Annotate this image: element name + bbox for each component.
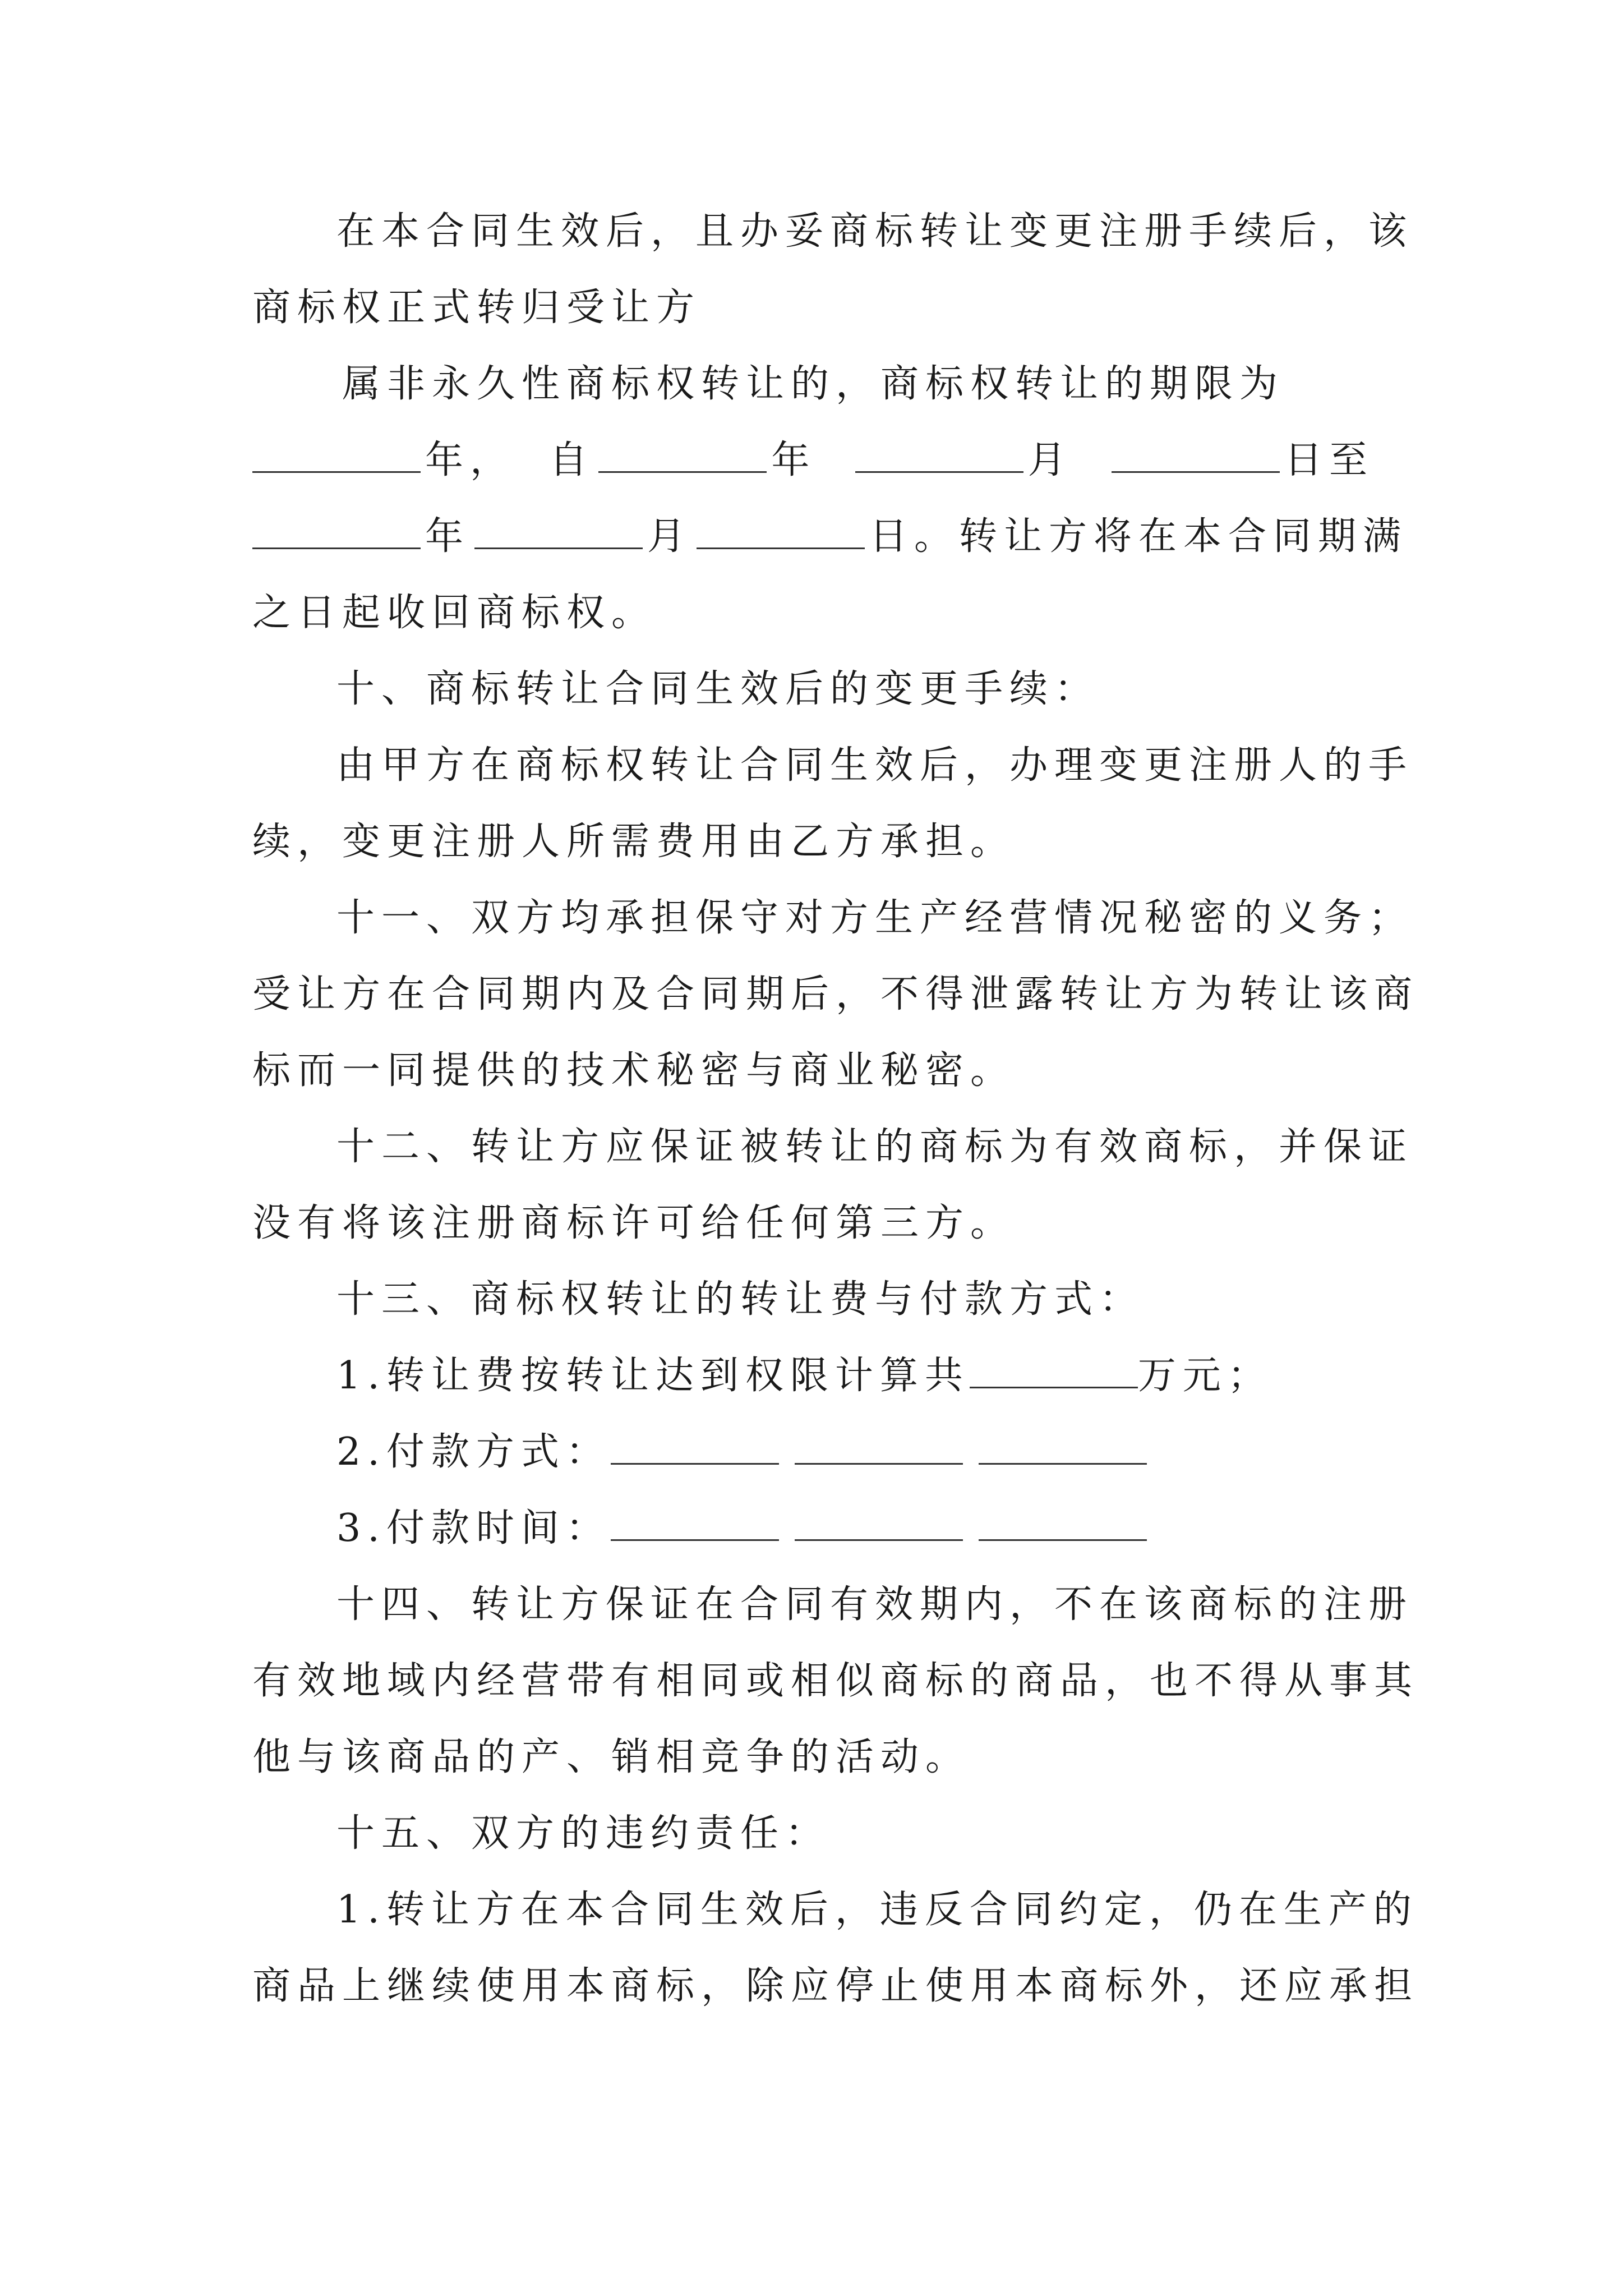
year-label: 年 bbox=[771, 438, 817, 482]
term-dates-line bbox=[252, 422, 1374, 499]
month-label: 月 bbox=[647, 514, 693, 559]
payment-method-blank[interactable] bbox=[611, 1429, 779, 1465]
paragraph-line: 没有将该注册商标许可给任何第三方。 bbox=[252, 1201, 1016, 1245]
payment-time-line bbox=[252, 1490, 1374, 1567]
paragraph-line: 1.转让方在本合同生效后，违反合同约定，仍在生产的 bbox=[336, 1888, 1418, 1932]
paragraph-line: 十四、转让方保证在合同有效期内，不在该商标的注册 bbox=[336, 1582, 1414, 1627]
fee-line bbox=[252, 1338, 1374, 1414]
end-date-line bbox=[252, 499, 1408, 575]
from-label: 自 bbox=[549, 438, 594, 482]
payment-method-blank[interactable] bbox=[979, 1429, 1147, 1465]
paragraph-line: 在本合同生效后，且办妥商标转让变更注册手续后，该 bbox=[336, 209, 1414, 254]
payment-method-line bbox=[252, 1414, 1374, 1490]
paragraph-line: 有效地域内经营带有相同或相似商标的商品，也不得从事其 bbox=[252, 1659, 1419, 1703]
payment-method-blank[interactable] bbox=[795, 1429, 963, 1465]
payment-time-blank[interactable] bbox=[795, 1506, 963, 1541]
end-year-blank[interactable] bbox=[252, 514, 421, 549]
payment-time-blank[interactable] bbox=[979, 1506, 1147, 1541]
start-year-blank[interactable] bbox=[598, 438, 767, 473]
section-title: 十、商标转让合同生效后的变更手续： bbox=[336, 667, 1100, 711]
fee-amount-blank[interactable] bbox=[970, 1353, 1138, 1388]
start-month-blank[interactable] bbox=[855, 438, 1023, 473]
paragraph-line: 由甲方在商标权转让合同生效后，办理变更注册人的手 bbox=[336, 743, 1414, 788]
payment-time-label: 3.付款时间： bbox=[336, 1506, 611, 1550]
paragraph-line: 商品上继续使用本商标，除应停止使用本商标外，还应承担 bbox=[252, 1964, 1419, 2008]
end-day-blank[interactable] bbox=[697, 514, 865, 549]
payment-time-blank[interactable] bbox=[611, 1506, 779, 1541]
paragraph-line: 十二、转让方应保证被转让的商标为有效商标，并保证 bbox=[336, 1125, 1414, 1169]
paragraph-line: 他与该商品的产、销相竞争的活动。 bbox=[252, 1735, 971, 1779]
paragraph-line: 商标权正式转归受让方 bbox=[252, 286, 702, 330]
section-title: 十三、商标权转让的转让费与付款方式： bbox=[336, 1277, 1145, 1322]
payment-method-label: 2.付款方式： bbox=[336, 1430, 611, 1474]
end-month-blank[interactable] bbox=[474, 514, 643, 549]
paragraph-line: 十一、双方均承担保守对方生产经营情况秘密的义务； bbox=[336, 896, 1414, 940]
end-date-text: 日。转让方将在本合同期满 bbox=[869, 514, 1408, 559]
term-years-blank[interactable] bbox=[252, 438, 421, 473]
day-to-label: 日至 bbox=[1284, 438, 1374, 482]
year-label: 年， bbox=[425, 438, 515, 482]
paragraph-line: 续，变更注册人所需费用由乙方承担。 bbox=[252, 820, 1016, 864]
paragraph-line: 属非永久性商标权转让的，商标权转让的期限为 bbox=[342, 362, 1285, 406]
fee-label: 1.转让费按转让达到权限计算共 bbox=[336, 1354, 970, 1398]
paragraph-line: 标而一同提供的技术秘密与商业秘密。 bbox=[252, 1048, 1016, 1093]
year-label: 年 bbox=[425, 514, 471, 559]
paragraph-line: 受让方在合同期内及合同期后，不得泄露转让方为转让该商 bbox=[252, 972, 1419, 1016]
section-title: 十五、双方的违约责任： bbox=[336, 1811, 831, 1856]
contract-page bbox=[252, 194, 1419, 2024]
month-label: 月 bbox=[1027, 438, 1073, 482]
start-day-blank[interactable] bbox=[1112, 438, 1280, 473]
fee-unit: 万元； bbox=[1137, 1354, 1272, 1398]
paragraph-line: 之日起收回商标权。 bbox=[252, 591, 657, 635]
